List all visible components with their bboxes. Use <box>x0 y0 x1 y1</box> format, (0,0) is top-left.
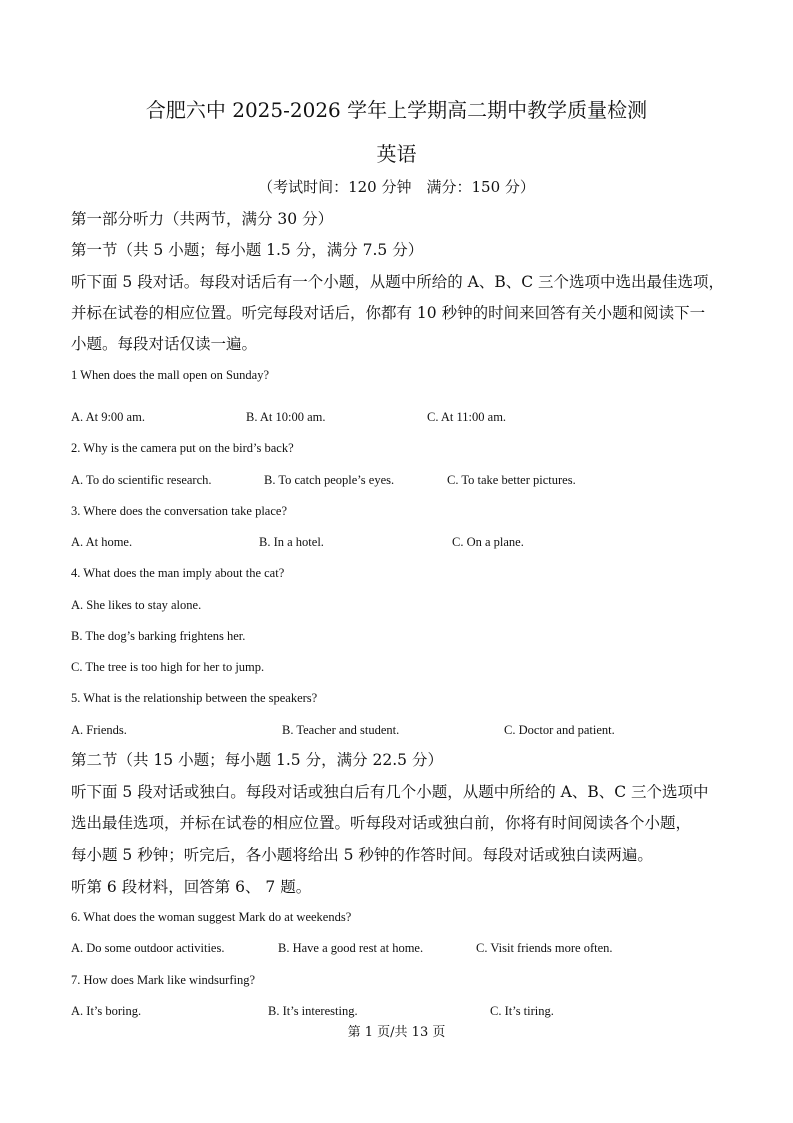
q6-option-b: B. Have a good rest at home. <box>278 941 424 955</box>
q3-option-a: A. At home. <box>71 535 133 549</box>
q7-option-b: B. It’s interesting. <box>268 1004 358 1018</box>
q3-option-c: C. On a plane. <box>452 535 524 549</box>
q6-option-c: C. Visit friends more often. <box>476 941 613 955</box>
section1-heading: 第一节（共 5 小题；每小题 1.5 分，满分 7.5 分） <box>71 241 424 259</box>
question-3: 3. Where does the conversation take place? <box>71 504 287 518</box>
q1-option-c: C. At 11:00 am. <box>427 410 507 424</box>
q5-option-c: C. Doctor and patient. <box>504 723 615 737</box>
q1-option-b: B. At 10:00 am. <box>246 410 326 424</box>
q5-option-b: B. Teacher and student. <box>282 723 400 737</box>
q3-option-b: B. In a hotel. <box>259 535 324 549</box>
part1-heading: 第一部分听力（共两节，满分 30 分） <box>71 210 334 228</box>
question-6: 6. What does the woman suggest Mark do at weekends? <box>71 910 352 924</box>
question-2: 2. Why is the camera put on the bird’s back? <box>71 441 294 455</box>
q1-option-a: A. At 9:00 am. <box>71 410 145 424</box>
section1-instruction-line: 小题。每段对话仅读一遍。 <box>71 335 258 353</box>
q7-option-a: A. It’s boring. <box>71 1004 142 1018</box>
q6-option-a: A. Do some outdoor activities. <box>71 941 225 955</box>
q2-option-b: B. To catch people’s eyes. <box>264 473 395 487</box>
exam-title: 合肥六中 2025-2026 学年上学期高二期中教学质量检测 <box>145 98 648 122</box>
q2-option-a: A. To do scientific research. <box>71 473 212 487</box>
question-1: 1 When does the mall open on Sunday? <box>71 368 269 382</box>
section2-instruction-line: 每小题 5 秒钟；听完后，各小题将给出 5 秒钟的作答时间。每段对话或独白读两遍。 <box>71 846 653 864</box>
section2-heading: 第二节（共 15 小题；每小题 1.5 分，满分 22.5 分） <box>71 751 443 769</box>
section1-instruction-line: 并标在试卷的相应位置。听完每段对话后，你都有 10 秒钟的时间来回答有关小题和阅读下一 <box>71 304 706 322</box>
material-note: 听第 6 段材料，回答第 6、 7 题。 <box>71 878 312 896</box>
section1-instruction-line: 听下面 5 段对话。每段对话后有一个小题，从题中所给的 A、B、C 三个选项中选出最佳选项， <box>71 273 725 291</box>
exam-info: （考试时间：120 分钟 满分：150 分） <box>258 178 535 196</box>
q4-option-b: B. The dog’s barking frightens her. <box>71 629 246 643</box>
q5-option-a: A. Friends. <box>71 723 127 737</box>
q4-option-a: A. She likes to stay alone. <box>71 598 202 612</box>
section2-instruction-line: 选出最佳选项，并标在试卷的相应位置。听每段对话或独白前，你将有时间阅读各个小题， <box>71 814 692 832</box>
q4-option-c: C. The tree is too high for her to jump. <box>71 660 265 674</box>
question-4: 4. What does the man imply about the cat? <box>71 566 285 580</box>
page-number: 第 1 页/共 13 页 <box>347 1025 446 1040</box>
subject-title: 英语 <box>376 142 417 166</box>
question-5: 5. What is the relationship between the speakers? <box>71 691 318 705</box>
section2-instruction-line: 听下面 5 段对话或独白。每段对话或独白后有几个小题，从题中所给的 A、B、C 三个选项中 <box>71 783 709 801</box>
q2-option-c: C. To take better pictures. <box>447 473 576 487</box>
q7-option-c: C. It’s tiring. <box>490 1004 554 1018</box>
question-7: 7. How does Mark like windsurfing? <box>71 973 255 987</box>
